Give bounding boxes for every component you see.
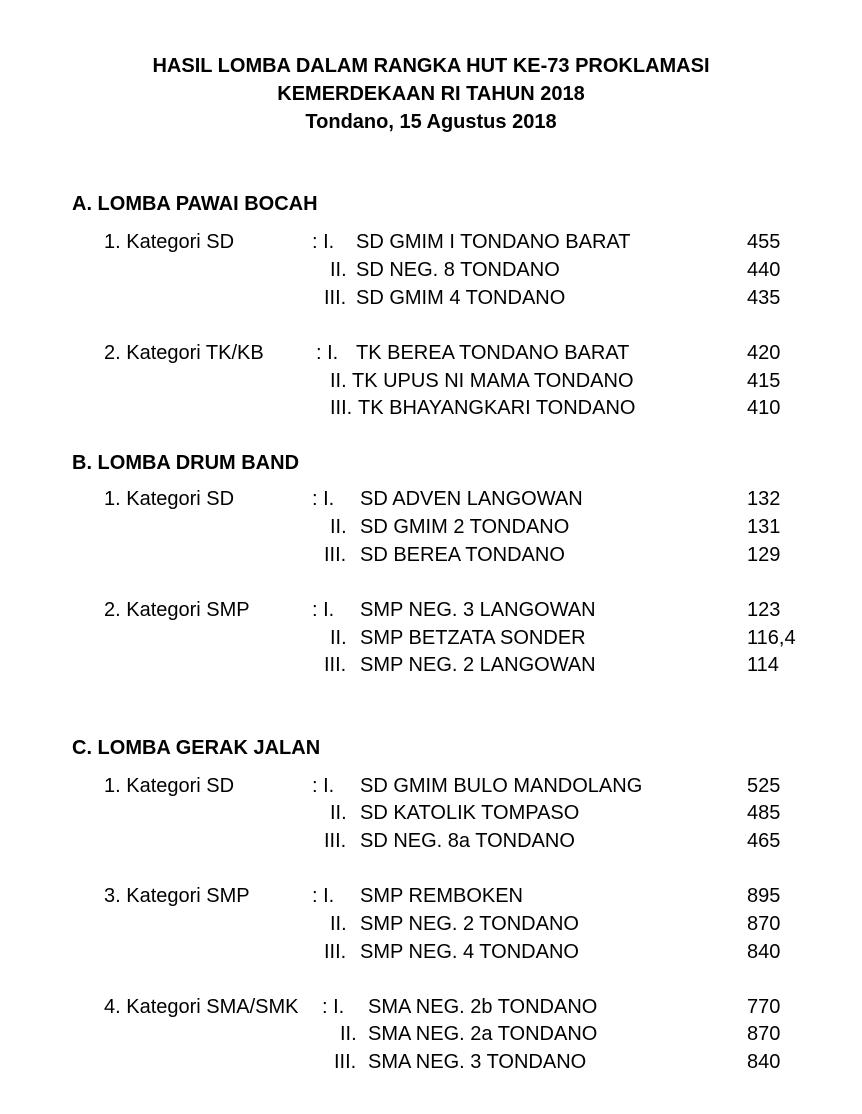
section-heading-gerak-jalan: C. LOMBA GERAK JALAN: [72, 737, 321, 759]
rank-label: III.: [324, 287, 347, 309]
winner-score: 870: [747, 913, 781, 935]
winner-name: SMP NEG. 3 LANGOWAN: [360, 599, 596, 621]
winner-name: SMP NEG. 2 LANGOWAN: [360, 654, 596, 676]
rank-label: : I.: [316, 342, 339, 364]
rank-label: III.: [330, 397, 353, 419]
rank-label: II.: [330, 259, 347, 281]
document-title-line-2: KEMERDEKAAN RI TAHUN 2018: [277, 83, 585, 105]
winner-name: SMP BETZATA SONDER: [360, 627, 586, 649]
winner-name: SD BEREA TONDANO: [360, 544, 565, 566]
rank-label: : I.: [312, 488, 335, 510]
winner-name: SD NEG. 8a TONDANO: [360, 830, 575, 852]
winner-name: SMP NEG. 4 TONDANO: [360, 941, 579, 963]
winner-score: 116,4: [747, 627, 796, 649]
rank-label: III.: [324, 544, 347, 566]
winner-score: 435: [747, 287, 781, 309]
category-label: 1. Kategori SD: [104, 231, 235, 253]
winner-score: 132: [747, 488, 781, 510]
winner-score: 455: [747, 231, 781, 253]
winner-name: TK UPUS NI MAMA TONDANO: [352, 370, 634, 392]
rank-label: III.: [324, 654, 347, 676]
winner-name: SD GMIM I TONDANO BARAT: [356, 231, 631, 253]
winner-score: 123: [747, 599, 781, 621]
winner-score: 770: [747, 996, 781, 1018]
section-heading-drum-band: B. LOMBA DRUM BAND: [72, 452, 300, 474]
winner-name: SD NEG. 8 TONDANO: [356, 259, 560, 281]
category-label: 2. Kategori TK/KB: [104, 342, 264, 364]
rank-label: II.: [330, 913, 347, 935]
winner-score: 840: [747, 1051, 781, 1073]
rank-label: II.: [330, 802, 347, 824]
winner-score: 485: [747, 802, 781, 824]
winner-score: 131: [747, 516, 781, 538]
winner-name: SMP NEG. 2 TONDANO: [360, 913, 579, 935]
winner-name: SD GMIM BULO MANDOLANG: [360, 775, 643, 797]
winner-name: SMA NEG. 2a TONDANO: [368, 1023, 598, 1045]
rank-label: II.: [340, 1023, 357, 1045]
winner-score: 525: [747, 775, 781, 797]
winner-name: TK BEREA TONDANO BARAT: [356, 342, 630, 364]
winner-score: 895: [747, 885, 781, 907]
category-label: 1. Kategori SD: [104, 488, 235, 510]
winner-name: TK BHAYANGKARI TONDANO: [358, 397, 636, 419]
winner-score: 440: [747, 259, 781, 281]
winner-score: 415: [747, 370, 781, 392]
winner-score: 410: [747, 397, 781, 419]
rank-label: III.: [324, 941, 347, 963]
rank-label: II.: [330, 516, 347, 538]
rank-label: II.: [330, 370, 347, 392]
winner-name: SMP REMBOKEN: [360, 885, 523, 907]
category-label: 4. Kategori SMA/SMK: [104, 996, 299, 1018]
rank-label: III.: [324, 830, 347, 852]
winner-score: 870: [747, 1023, 781, 1045]
rank-label: : I.: [312, 599, 335, 621]
rank-label: : I.: [322, 996, 345, 1018]
winner-name: SD GMIM 4 TONDANO: [356, 287, 566, 309]
rank-label: : I.: [312, 231, 335, 253]
winner-name: SD GMIM 2 TONDANO: [360, 516, 570, 538]
document-title-line-1: HASIL LOMBA DALAM RANGKA HUT KE-73 PROKLAMASI: [152, 55, 710, 77]
winner-score: 840: [747, 941, 781, 963]
winner-score: 114: [747, 654, 779, 676]
section-heading-pawai-bocah: A. LOMBA PAWAI BOCAH: [72, 193, 318, 215]
rank-label: : I.: [312, 775, 335, 797]
rank-label: II.: [330, 627, 347, 649]
winner-score: 465: [747, 830, 781, 852]
document-date-line: Tondano, 15 Agustus 2018: [305, 111, 557, 133]
winner-name: SMA NEG. 3 TONDANO: [368, 1051, 587, 1073]
rank-label: : I.: [312, 885, 335, 907]
category-label: 2. Kategori SMP: [104, 599, 250, 621]
winner-name: SD KATOLIK TOMPASO: [360, 802, 580, 824]
category-label: 3. Kategori SMP: [104, 885, 250, 907]
winner-name: SD ADVEN LANGOWAN: [360, 488, 583, 510]
category-label: 1. Kategori SD: [104, 775, 235, 797]
winner-score: 420: [747, 342, 781, 364]
winner-name: SMA NEG. 2b TONDANO: [368, 996, 598, 1018]
winner-score: 129: [747, 544, 781, 566]
rank-label: III.: [334, 1051, 357, 1073]
